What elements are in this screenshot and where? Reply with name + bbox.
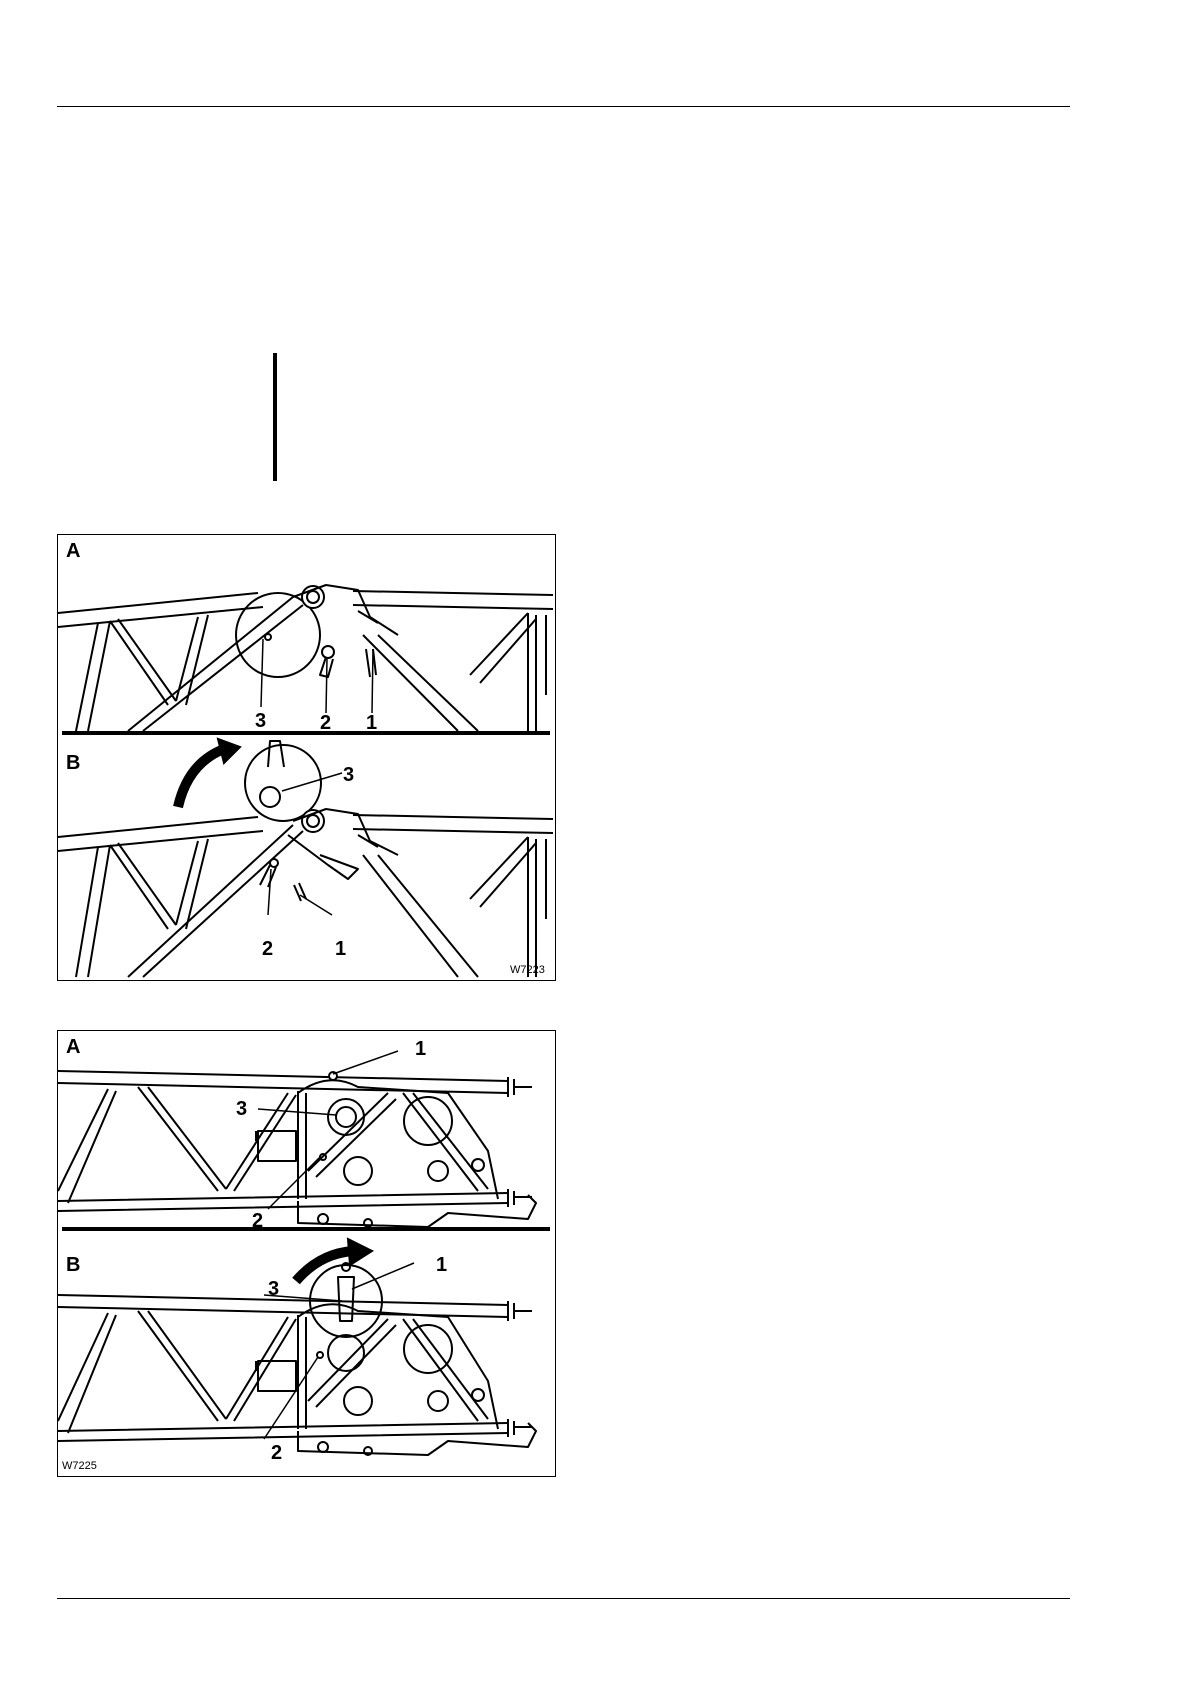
panel-a-letter: A — [66, 1036, 81, 1058]
callout-number: 2 — [271, 1442, 283, 1464]
callout-number: 3 — [268, 1278, 280, 1300]
figure-code: W7223 — [510, 964, 545, 976]
callout-number: 1 — [436, 1254, 448, 1276]
callout-number: 1 — [366, 712, 378, 734]
callout-number: 2 — [320, 712, 332, 734]
header-rule — [57, 106, 1070, 107]
footer-rule — [57, 1598, 1070, 1599]
callout-number: 3 — [255, 710, 267, 732]
callout-number: 1 — [335, 938, 347, 960]
figure-w7223 — [57, 534, 556, 981]
callout-number: 2 — [252, 1210, 264, 1232]
panel-b-letter: B — [66, 1254, 81, 1276]
revision-change-bar — [273, 353, 277, 481]
panel-divider — [62, 731, 550, 735]
figure-w7225-illustration — [58, 1031, 554, 1475]
panel-a-letter: A — [66, 540, 81, 562]
callout-number: 2 — [262, 938, 274, 960]
figure-w7225 — [57, 1030, 556, 1477]
callout-number: 1 — [415, 1038, 427, 1060]
callout-number: 3 — [236, 1098, 248, 1120]
panel-divider — [62, 1227, 550, 1231]
figure-code: W7225 — [62, 1460, 97, 1472]
panel-b-letter: B — [66, 752, 81, 774]
figure-w7223-illustration — [58, 535, 554, 979]
callout-number: 3 — [343, 764, 355, 786]
